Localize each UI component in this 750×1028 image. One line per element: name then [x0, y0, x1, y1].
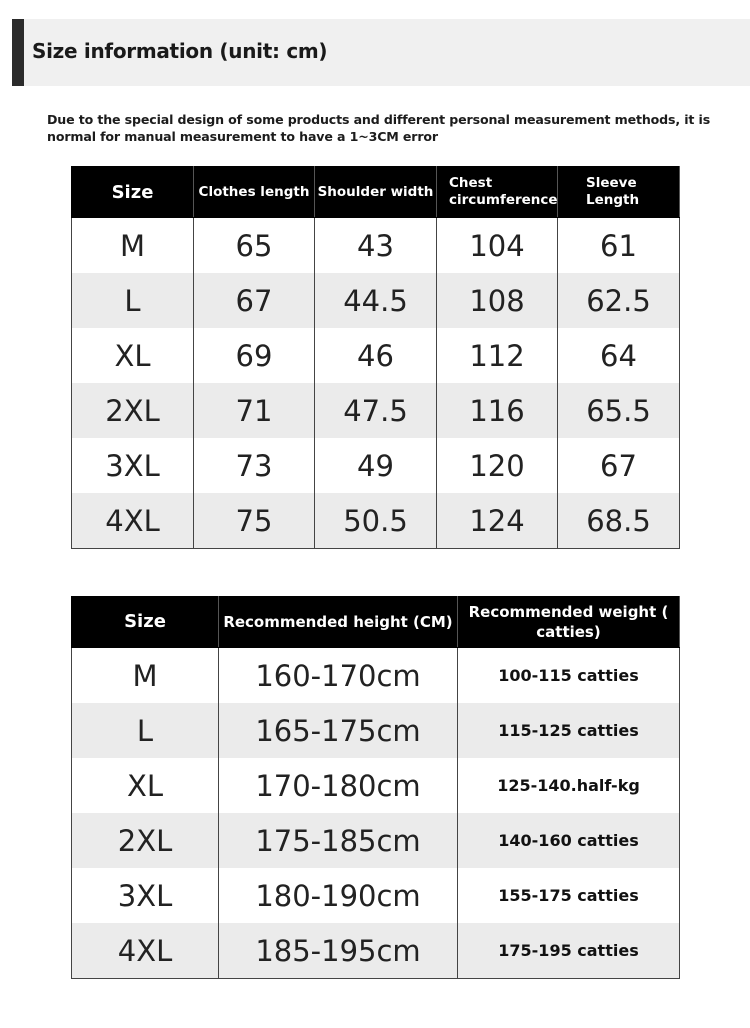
clothes-length-cell: 67 [194, 273, 315, 328]
size-cell: L [72, 703, 219, 758]
clothes-length-cell: 71 [194, 383, 315, 438]
column-header-size: Size [72, 597, 219, 648]
size-cell: M [72, 648, 219, 704]
recommendation-header-row [72, 597, 680, 648]
weight-cell: 140-160 catties [458, 813, 680, 868]
weight-cell: 100-115 catties [458, 648, 680, 704]
table-row [72, 703, 680, 758]
sleeve-length-cell: 67 [558, 438, 680, 493]
measurement-header-row [72, 167, 680, 218]
table-row [72, 493, 680, 549]
weight-cell: 125-140.half-kg [458, 758, 680, 813]
size-cell: 3XL [72, 868, 219, 923]
height-cell: 170-180cm [219, 758, 458, 813]
table-row [72, 758, 680, 813]
height-cell: 180-190cm [219, 868, 458, 923]
shoulder-width-cell: 47.5 [315, 383, 437, 438]
table-row [72, 438, 680, 493]
weight-cell: 155-175 catties [458, 868, 680, 923]
recommendation-table [71, 596, 680, 979]
measurement-table [71, 166, 680, 549]
table-row [72, 648, 680, 704]
column-header-recommended-height: Recommended height (CM) [219, 597, 458, 648]
size-cell: L [72, 273, 194, 328]
clothes-length-cell: 65 [194, 218, 315, 274]
table-row [72, 383, 680, 438]
clothes-length-cell: 69 [194, 328, 315, 383]
weight-cell: 175-195 catties [458, 923, 680, 979]
size-cell: 4XL [72, 923, 219, 979]
shoulder-width-cell: 49 [315, 438, 437, 493]
shoulder-width-cell: 43 [315, 218, 437, 274]
height-cell: 165-175cm [219, 703, 458, 758]
sleeve-length-cell: 64 [558, 328, 680, 383]
sleeve-length-cell: 68.5 [558, 493, 680, 549]
clothes-length-cell: 75 [194, 493, 315, 549]
table-row [72, 868, 680, 923]
height-cell: 175-185cm [219, 813, 458, 868]
sleeve-length-cell: 62.5 [558, 273, 680, 328]
sleeve-length-cell: 65.5 [558, 383, 680, 438]
height-cell: 185-195cm [219, 923, 458, 979]
chest-cell: 108 [437, 273, 558, 328]
page-title: Size information (unit: cm) [32, 39, 328, 63]
shoulder-width-cell: 46 [315, 328, 437, 383]
column-header-clothes-length: Clothes length [194, 167, 315, 218]
size-cell: XL [72, 758, 219, 813]
table-row [72, 923, 680, 979]
column-header-recommended-weight: Recommended weight ( catties) [458, 597, 680, 648]
clothes-length-cell: 73 [194, 438, 315, 493]
chest-cell: 124 [437, 493, 558, 549]
size-cell: M [72, 218, 194, 274]
size-cell: 2XL [72, 813, 219, 868]
column-header-chest-circumference: Chest circumference [437, 167, 558, 218]
weight-cell: 115-125 catties [458, 703, 680, 758]
table-row [72, 813, 680, 868]
height-cell: 160-170cm [219, 648, 458, 704]
column-header-shoulder-width: Shoulder width [315, 167, 437, 218]
header-accent-bar [12, 19, 24, 86]
size-cell: 4XL [72, 493, 194, 549]
table-row [72, 218, 680, 274]
table-row [72, 328, 680, 383]
section-header [12, 19, 750, 86]
sleeve-length-cell: 61 [558, 218, 680, 274]
column-header-size: Size [72, 167, 194, 218]
column-header-sleeve-length: Sleeve Length [558, 167, 680, 218]
shoulder-width-cell: 44.5 [315, 273, 437, 328]
table-row [72, 273, 680, 328]
measurement-note: Due to the special design of some products and different personal measurement methods, it is normal for manual measurement to have a 1~3CM error [47, 112, 711, 144]
chest-cell: 104 [437, 218, 558, 274]
chest-cell: 116 [437, 383, 558, 438]
chest-cell: 112 [437, 328, 558, 383]
size-cell: 2XL [72, 383, 194, 438]
size-cell: XL [72, 328, 194, 383]
chest-cell: 120 [437, 438, 558, 493]
size-cell: 3XL [72, 438, 194, 493]
shoulder-width-cell: 50.5 [315, 493, 437, 549]
